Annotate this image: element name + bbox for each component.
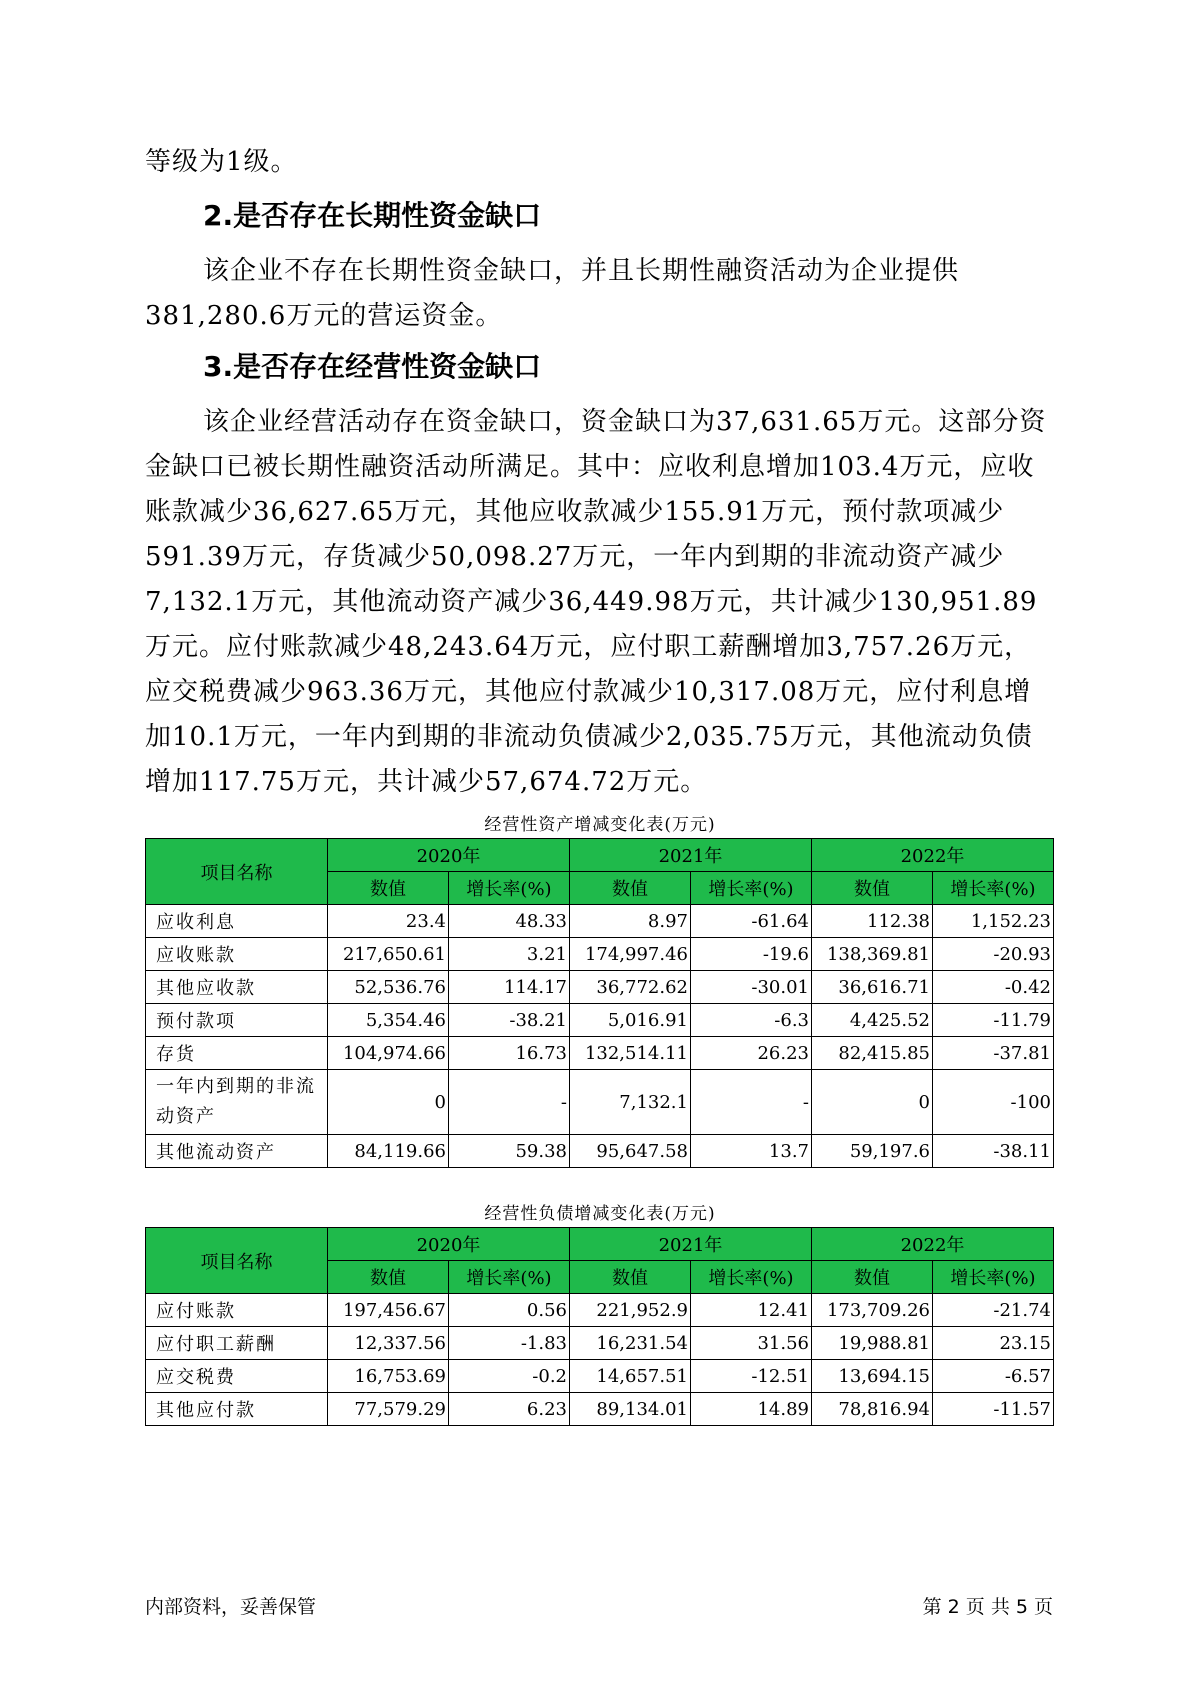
row-label-cell: 应付职工薪酬 <box>146 1327 328 1360</box>
row-label-cell: 其他应付款 <box>146 1393 328 1426</box>
growth-cell: -61.64 <box>691 905 812 938</box>
growth-cell: -100 <box>933 1070 1054 1135</box>
growth-cell: 23.15 <box>933 1327 1054 1360</box>
growth-cell: 59.38 <box>449 1135 570 1168</box>
growth-cell: 0.56 <box>449 1294 570 1327</box>
header-value: 数值 <box>570 1261 691 1294</box>
value-cell: 16,231.54 <box>570 1327 691 1360</box>
asset-change-table <box>145 838 1054 1168</box>
growth-cell: 31.56 <box>691 1327 812 1360</box>
value-cell: 221,952.9 <box>570 1294 691 1327</box>
header-value: 数值 <box>328 872 449 905</box>
paragraph-long-term-gap: 该企业不存在长期性资金缺口，并且长期性融资活动为企业提供381,280.6万元的营运资金。 <box>145 256 960 331</box>
value-cell: 104,974.66 <box>328 1037 449 1070</box>
row-label-cell: 应收利息 <box>146 905 328 938</box>
table-row <box>146 971 1054 1004</box>
growth-cell: -6.3 <box>691 1004 812 1037</box>
growth-cell: -11.57 <box>933 1393 1054 1426</box>
value-cell: 132,514.11 <box>570 1037 691 1070</box>
asset-table-caption: 经营性资产增减变化表(万元) <box>484 815 716 835</box>
row-label-cell: 其他流动资产 <box>146 1135 328 1168</box>
value-cell: 0 <box>812 1070 933 1135</box>
value-cell: 95,647.58 <box>570 1135 691 1168</box>
growth-cell: -0.42 <box>933 971 1054 1004</box>
row-label-cell: 存货 <box>146 1037 328 1070</box>
table-row <box>146 1037 1054 1070</box>
value-cell: 173,709.26 <box>812 1294 933 1327</box>
value-cell: 138,369.81 <box>812 938 933 971</box>
value-cell: 19,988.81 <box>812 1327 933 1360</box>
row-label-cell: 应收账款 <box>146 938 328 971</box>
value-cell: 4,425.52 <box>812 1004 933 1037</box>
asset-table-body <box>146 905 1054 1168</box>
growth-cell: 114.17 <box>449 971 570 1004</box>
growth-cell: 48.33 <box>449 905 570 938</box>
liability-table-body <box>146 1294 1054 1426</box>
liability-change-table <box>145 1227 1054 1426</box>
value-cell: 59,197.6 <box>812 1135 933 1168</box>
table-row <box>146 938 1054 971</box>
growth-cell: 3.21 <box>449 938 570 971</box>
header-year-2020: 2020年 <box>328 1228 570 1261</box>
table-row <box>146 1327 1054 1360</box>
footer-page-number: 第 2 页 共 5 页 <box>922 1596 1053 1618</box>
value-cell: 8.97 <box>570 905 691 938</box>
value-cell: 12,337.56 <box>328 1327 449 1360</box>
footer-confidential-note: 内部资料，妥善保管 <box>145 1596 317 1618</box>
header-item-name: 项目名称 <box>146 839 328 905</box>
growth-cell: -6.57 <box>933 1360 1054 1393</box>
growth-cell: -21.74 <box>933 1294 1054 1327</box>
value-cell: 89,134.01 <box>570 1393 691 1426</box>
value-cell: 0 <box>328 1070 449 1135</box>
growth-cell: -20.93 <box>933 938 1054 971</box>
header-year-2020: 2020年 <box>328 839 570 872</box>
growth-cell: 13.7 <box>691 1135 812 1168</box>
header-year-2021: 2021年 <box>570 839 812 872</box>
value-cell: 84,119.66 <box>328 1135 449 1168</box>
growth-cell: - <box>691 1070 812 1135</box>
row-label-cell: 应付账款 <box>146 1294 328 1327</box>
header-growth: 增长率(%) <box>449 1261 570 1294</box>
value-cell: 36,616.71 <box>812 971 933 1004</box>
growth-cell: -30.01 <box>691 971 812 1004</box>
header-year-2021: 2021年 <box>570 1228 812 1261</box>
value-cell: 174,997.46 <box>570 938 691 971</box>
paragraph-level: 等级为1级。 <box>145 147 298 177</box>
liability-table-caption: 经营性负债增减变化表(万元) <box>484 1204 716 1224</box>
value-cell: 13,694.15 <box>812 1360 933 1393</box>
growth-cell: -12.51 <box>691 1360 812 1393</box>
table-row <box>146 1393 1054 1426</box>
table-row <box>146 1294 1054 1327</box>
header-item-name: 项目名称 <box>146 1228 328 1294</box>
growth-cell: 14.89 <box>691 1393 812 1426</box>
paragraph-operating-gap: 该企业经营活动存在资金缺口，资金缺口为37,631.65万元。这部分资金缺口已被长期性融资活动所满足。其中：应收利息增加103.4万元，应收账款减少36,627.65万元，其他应收款减少155.91万元，预付款项减少591.39万元，存货减少50,098.27万元，一年内到期的非流动资产减少7,132.1万元，其他流动资产减少36,449.98万元，共计减少130,951.89万元。应付账款减少48,243.64万元，应付职工薪酬增加3,757.26万元，应交税费减少963.36万元，其他应付款减少10,317.08万元，应付利息增加10.1万元，一年内到期的非流动负债减少2,035.75万元，其他流动负债增加117.75万元，共计减少57,674.72万元。 <box>145 407 1047 797</box>
row-label-cell: 应交税费 <box>146 1360 328 1393</box>
growth-cell: -38.11 <box>933 1135 1054 1168</box>
row-label-cell: 预付款项 <box>146 1004 328 1037</box>
value-cell: 36,772.62 <box>570 971 691 1004</box>
growth-cell: -0.2 <box>449 1360 570 1393</box>
value-cell: 52,536.76 <box>328 971 449 1004</box>
header-value: 数值 <box>328 1261 449 1294</box>
header-growth: 增长率(%) <box>933 872 1054 905</box>
header-value: 数值 <box>812 1261 933 1294</box>
value-cell: 5,016.91 <box>570 1004 691 1037</box>
value-cell: 112.38 <box>812 905 933 938</box>
value-cell: 78,816.94 <box>812 1393 933 1426</box>
growth-cell: -37.81 <box>933 1037 1054 1070</box>
table-row <box>146 1360 1054 1393</box>
value-cell: 16,753.69 <box>328 1360 449 1393</box>
table-row <box>146 905 1054 938</box>
header-growth: 增长率(%) <box>449 872 570 905</box>
header-value: 数值 <box>812 872 933 905</box>
header-growth: 增长率(%) <box>933 1261 1054 1294</box>
heading-operating-gap: 3.是否存在经营性资金缺口 <box>203 350 542 383</box>
table-row <box>146 1004 1054 1037</box>
growth-cell: 6.23 <box>449 1393 570 1426</box>
value-cell: 217,650.61 <box>328 938 449 971</box>
row-label-cell: 其他应收款 <box>146 971 328 1004</box>
growth-cell: - <box>449 1070 570 1135</box>
growth-cell: 26.23 <box>691 1037 812 1070</box>
value-cell: 197,456.67 <box>328 1294 449 1327</box>
growth-cell: -1.83 <box>449 1327 570 1360</box>
table-row <box>146 1135 1054 1168</box>
table-row <box>146 1070 1054 1135</box>
value-cell: 7,132.1 <box>570 1070 691 1135</box>
growth-cell: -19.6 <box>691 938 812 971</box>
header-year-2022: 2022年 <box>812 1228 1054 1261</box>
growth-cell: 16.73 <box>449 1037 570 1070</box>
row-label-cell: 一年内到期的非流动资产 <box>146 1070 328 1135</box>
growth-cell: -11.79 <box>933 1004 1054 1037</box>
header-year-2022: 2022年 <box>812 839 1054 872</box>
value-cell: 77,579.29 <box>328 1393 449 1426</box>
growth-cell: 12.41 <box>691 1294 812 1327</box>
value-cell: 23.4 <box>328 905 449 938</box>
header-growth: 增长率(%) <box>691 1261 812 1294</box>
value-cell: 5,354.46 <box>328 1004 449 1037</box>
heading-long-term-gap: 2.是否存在长期性资金缺口 <box>203 199 542 232</box>
value-cell: 82,415.85 <box>812 1037 933 1070</box>
header-growth: 增长率(%) <box>691 872 812 905</box>
header-value: 数值 <box>570 872 691 905</box>
growth-cell: 1,152.23 <box>933 905 1054 938</box>
value-cell: 14,657.51 <box>570 1360 691 1393</box>
growth-cell: -38.21 <box>449 1004 570 1037</box>
